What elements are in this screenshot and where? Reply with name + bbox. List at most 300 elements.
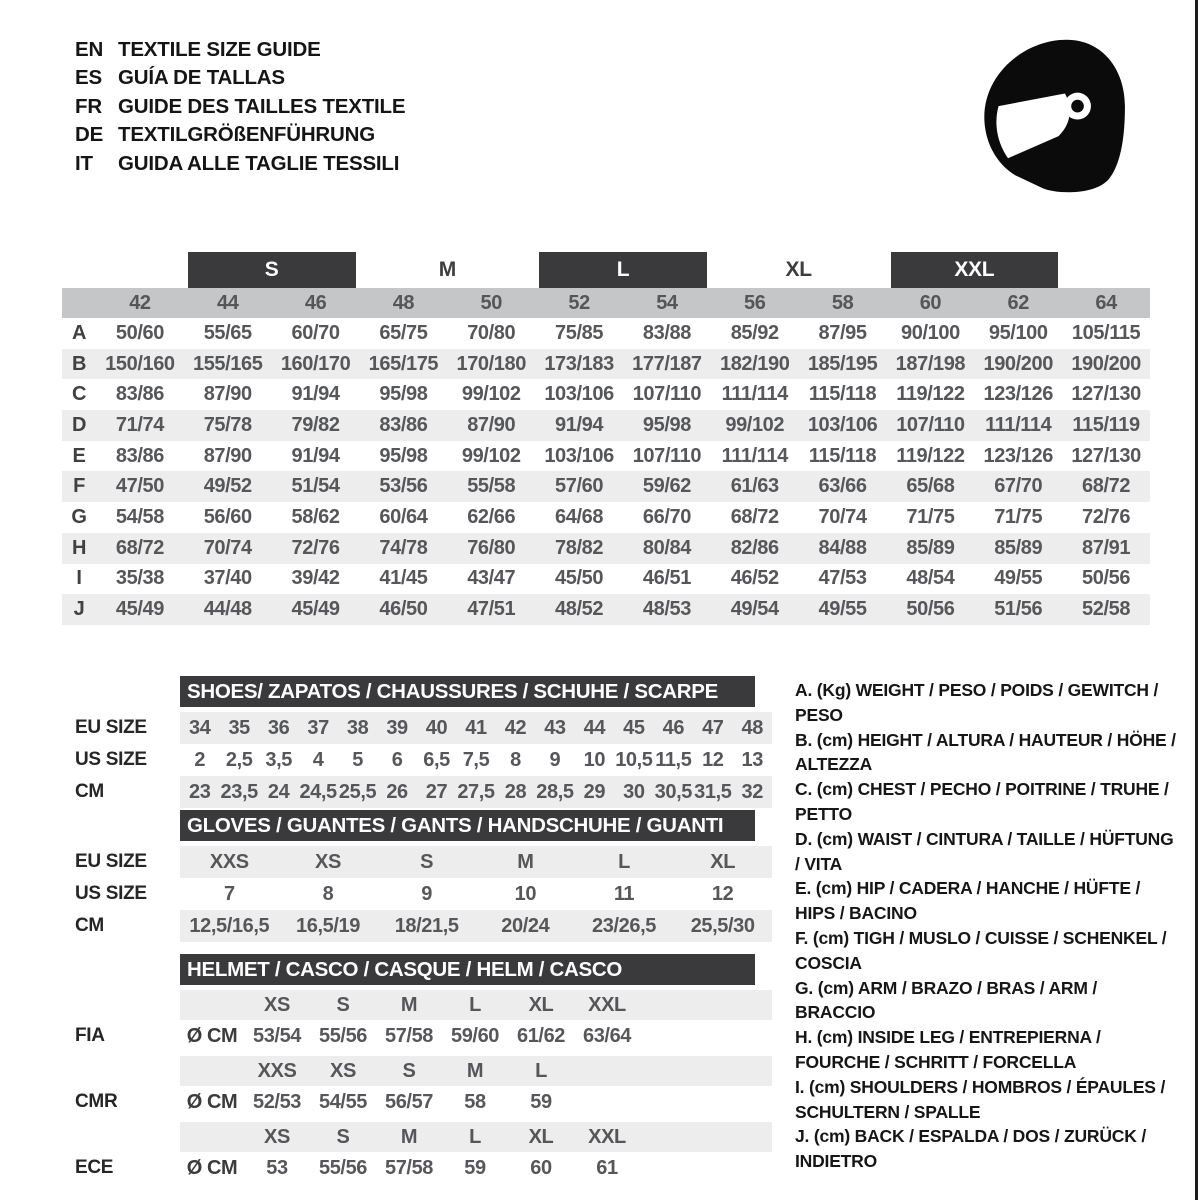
size-value: 46/50 [379, 598, 428, 621]
size-number: 56 [744, 291, 766, 314]
row-values [180, 776, 772, 808]
size-value: 127/130 [1071, 444, 1141, 467]
legend-entry: F. (cm) TIGH / MUSLO / CUISSE / SCHENKEL / COSCIA [795, 927, 1167, 973]
helmet-size-value: 53/54 [252, 1024, 302, 1047]
size-group-m: M [438, 258, 456, 281]
size-value: 18/21,5 [394, 914, 459, 937]
size-value: 79/82 [291, 413, 340, 436]
size-value: 44/48 [203, 598, 252, 621]
row-letter: E [72, 444, 86, 467]
helmet-table-title: HELMET / CASCO / CASQUE / HELM / CASCO [180, 954, 755, 985]
row-letter: B [71, 352, 87, 375]
size-value: 190/200 [983, 352, 1053, 375]
size-value: 35 [228, 716, 250, 739]
size-value: 111/114 [985, 413, 1052, 436]
size-number: 44 [217, 291, 239, 314]
legend-entry: A. (Kg) WEIGHT / PESO / POIDS / GEWITCH / PESO [795, 680, 1159, 725]
size-value: 48/53 [642, 598, 691, 621]
size-value: 11 [613, 882, 635, 905]
size-value: 59/62 [642, 475, 691, 498]
size-value: 107/110 [632, 383, 702, 406]
size-value: 48/52 [555, 598, 604, 621]
row-values [180, 878, 772, 910]
size-value: 83/88 [642, 321, 691, 344]
measurement-row-b [62, 349, 1150, 380]
helmet-size-label: S [336, 993, 350, 1016]
size-value: 55/58 [467, 475, 516, 498]
size-value: 54/58 [115, 505, 164, 528]
size-value: 49/55 [994, 567, 1043, 590]
measurement-row-c [62, 379, 1150, 410]
racing-helmet-icon [978, 32, 1136, 196]
language-row [75, 93, 405, 121]
size-value: 48/54 [906, 567, 955, 590]
size-value: 123/126 [983, 444, 1053, 467]
diameter-unit: Ø CM [186, 1156, 238, 1179]
size-group-s: S [188, 252, 356, 288]
size-number: 52 [568, 291, 590, 314]
size-value: 10 [583, 748, 606, 771]
shoes-row [62, 776, 772, 808]
size-value: 25,5/30 [690, 914, 755, 937]
size-value: 66/70 [642, 505, 691, 528]
size-value: 71/75 [994, 505, 1043, 528]
size-value: 4 [312, 748, 324, 771]
standard-label: FIA [75, 1025, 105, 1046]
helmet-size-label: XL [528, 993, 554, 1016]
row-label: US SIZE [75, 883, 147, 904]
size-value: 119/122 [896, 383, 965, 406]
size-value: 82/86 [730, 536, 779, 559]
size-value: 123/126 [983, 383, 1053, 406]
size-value: 20/24 [501, 914, 550, 937]
size-value: 150/160 [105, 352, 175, 375]
gloves-row [62, 910, 772, 942]
helmet-size-value: 61/62 [516, 1024, 566, 1047]
standard-label: CMR [75, 1091, 118, 1112]
size-value: 103/106 [544, 383, 614, 406]
helmet-size-label: L [469, 993, 481, 1016]
helmet-size-value: 58 [464, 1090, 486, 1113]
size-value: 5 [352, 748, 363, 771]
size-value: 62/66 [467, 505, 516, 528]
size-value: 45/49 [115, 598, 164, 621]
size-value: 45/50 [555, 567, 604, 590]
row-label-spacer [62, 1056, 180, 1086]
size-value: 76/80 [467, 536, 516, 559]
language-code: DE [75, 123, 104, 147]
gloves-table-rows [62, 846, 772, 942]
size-value: XXS [209, 850, 249, 873]
helmet-values [180, 1152, 772, 1184]
row-label: EU SIZE [75, 717, 147, 738]
helmet-size-band-fia [62, 990, 772, 1020]
row-letter: H [71, 536, 87, 559]
size-value: 127/130 [1071, 383, 1141, 406]
size-value: 46/51 [642, 567, 691, 590]
size-number: 54 [656, 291, 678, 314]
size-value: 72/76 [1082, 505, 1131, 528]
size-value: 173/183 [544, 352, 614, 375]
size-number: 46 [304, 291, 327, 314]
helmet-size-label: XXL [588, 1125, 626, 1148]
size-value: 12,5/16,5 [189, 914, 270, 937]
size-value: 103/106 [807, 413, 878, 436]
helmet-size-label: L [469, 1125, 481, 1148]
legend-entry: E. (cm) HIP / CADERA / HANCHE / HÜFTE / HIPS / BACINO [795, 878, 1141, 924]
language-title: TEXTILGRÖßENFÜHRUNG [118, 123, 375, 147]
size-value: 24 [267, 780, 290, 803]
row-letter: G [71, 505, 87, 528]
size-value: 58/62 [291, 505, 340, 528]
size-group-header-row [62, 252, 1150, 288]
size-value: 75/78 [203, 413, 252, 436]
measurement-legend [795, 678, 1177, 1174]
size-number-header-row [62, 288, 1150, 318]
size-value: 24,5 [299, 780, 337, 803]
size-number: 58 [831, 291, 854, 314]
textile-size-table [62, 252, 1150, 625]
size-value: 34 [189, 716, 211, 739]
row-letter: J [73, 598, 85, 621]
size-value: 107/110 [896, 413, 965, 436]
size-value: 72/76 [291, 536, 340, 559]
size-value: 10,5 [615, 748, 653, 771]
size-value: 165/175 [368, 352, 439, 375]
size-number: 42 [129, 291, 151, 314]
legend-entry: J. (cm) BACK / ESPALDA / DOS / ZURÜCK / INDIETRO [795, 1126, 1146, 1172]
page-edge-line [1195, 0, 1198, 1200]
helmet-size-value: 59 [464, 1156, 486, 1179]
size-value: 60/70 [291, 321, 340, 344]
size-value: 28,5 [536, 780, 574, 803]
size-value: 87/90 [203, 383, 252, 406]
size-value: 32 [741, 780, 763, 803]
language-title: GUIDA ALLE TAGLIE TESSILI [118, 151, 400, 175]
letter-column-spacer [62, 288, 96, 318]
size-value: 47/51 [467, 598, 516, 621]
row-letter: F [73, 475, 85, 498]
size-value: 65/68 [906, 475, 955, 498]
helmet-size-value: 60 [530, 1156, 552, 1179]
size-value: 42 [504, 716, 527, 739]
size-value: 50/56 [1082, 567, 1131, 590]
size-value: 87/95 [818, 321, 867, 344]
size-group-xxl: XXL [891, 252, 1059, 288]
size-value: 3,5 [265, 748, 292, 771]
size-value: 7 [223, 882, 235, 905]
language-title: GUÍA DE TALLAS [118, 66, 285, 90]
size-value: 83/86 [115, 444, 164, 467]
row-label-spacer [62, 1122, 180, 1152]
row-label-spacer [62, 990, 180, 1020]
row-values [180, 910, 772, 942]
helmet-size-value: 53 [266, 1156, 288, 1179]
size-value: 41 [465, 716, 487, 739]
size-value: 91/94 [291, 444, 340, 467]
size-value: 83/86 [379, 413, 428, 436]
size-group-l: L [539, 252, 707, 288]
helmet-sizes [180, 1056, 772, 1086]
helmet-size-label: XXS [257, 1059, 297, 1082]
size-value: 9 [421, 882, 433, 905]
size-value: 91/94 [291, 383, 340, 406]
size-value: 26 [386, 780, 408, 803]
size-value: 155/165 [192, 352, 263, 375]
helmet-size-value: 61 [596, 1156, 618, 1179]
row-letter: D [71, 413, 87, 436]
standard-label: ECE [75, 1157, 114, 1178]
size-value: 85/89 [906, 536, 955, 559]
size-value: 41/45 [379, 567, 428, 590]
measurement-row-d [62, 410, 1150, 441]
size-value: 56/60 [203, 505, 252, 528]
size-value: 27,5 [457, 780, 495, 803]
helmet-size-value: 52/53 [252, 1090, 302, 1113]
size-value: 61/63 [730, 475, 779, 498]
size-value: M [517, 850, 534, 873]
size-value: 182/190 [719, 352, 790, 375]
size-value: 60/64 [379, 505, 428, 528]
size-value: 84/88 [818, 536, 867, 559]
diameter-unit: Ø CM [186, 1090, 238, 1113]
helmet-size-label: M [466, 1059, 484, 1082]
helmet-size-value: 57/58 [384, 1024, 434, 1047]
helmet-table-rows [62, 990, 772, 1184]
size-value: 68/72 [730, 505, 779, 528]
language-code: ES [75, 66, 102, 90]
helmet-size-label: M [400, 993, 418, 1016]
measurement-row-f [62, 471, 1150, 502]
size-value: 85/92 [730, 321, 779, 344]
helmet-value-row-ece [62, 1152, 772, 1184]
size-value: 170/180 [456, 352, 526, 375]
measurement-row-i [62, 564, 1150, 595]
measurement-row-h [62, 533, 1150, 564]
legend-entry: D. (cm) WAIST / CINTURA / TAILLE / HÜFTUNG / VITA [795, 828, 1174, 874]
size-value: 95/98 [642, 413, 691, 436]
size-value: 49/52 [203, 475, 252, 498]
size-value: 105/115 [1071, 321, 1141, 344]
language-title: GUIDE DES TAILLES TEXTILE [118, 94, 406, 118]
helmet-size-band-ece [62, 1122, 772, 1152]
size-value: 99/102 [461, 444, 521, 467]
size-value: XL [710, 850, 736, 873]
size-value: 68/72 [1082, 475, 1131, 498]
size-value: 71/74 [115, 413, 164, 436]
size-value: 85/89 [994, 536, 1043, 559]
size-value: 6,5 [423, 748, 450, 771]
size-value: 160/170 [280, 352, 351, 375]
legend-entry: I. (cm) SHOULDERS / HOMBROS / ÉPAULES / SCHULTERN / SPALLE [795, 1076, 1166, 1122]
size-value: 45/49 [291, 598, 340, 621]
size-value: 95/98 [379, 444, 428, 467]
measurement-row-e [62, 441, 1150, 472]
shoes-table-title: SHOES/ ZAPATOS / CHAUSSURES / SCHUHE / SCARPE [180, 676, 755, 707]
measurement-row-a [62, 318, 1150, 349]
size-value: 57/60 [555, 475, 604, 498]
size-value: 16,5/19 [296, 914, 360, 937]
helmet-sizes [180, 990, 772, 1020]
language-row [75, 36, 405, 64]
helmet-values [180, 1020, 772, 1052]
size-value: 70/80 [467, 321, 516, 344]
helmet-size-value: 57/58 [384, 1156, 434, 1179]
size-value: 25,5 [338, 780, 377, 803]
size-value: XS [315, 850, 341, 873]
helmet-value-row-cmr [62, 1086, 772, 1118]
size-value: 44 [583, 716, 606, 739]
measurement-rows [62, 318, 1150, 625]
helmet-size-label: XXL [588, 993, 626, 1016]
size-value: 50/56 [906, 598, 955, 621]
size-number: 64 [1095, 291, 1117, 314]
size-value: 40 [425, 716, 448, 739]
size-value: 70/74 [203, 536, 252, 559]
size-value: 80/84 [642, 536, 691, 559]
helmet-size-label: XS [330, 1059, 356, 1082]
size-number: 48 [392, 291, 415, 314]
language-title: TEXTILE SIZE GUIDE [118, 38, 321, 61]
size-value: 95/98 [379, 383, 428, 406]
size-value: 23/26,5 [592, 914, 656, 937]
shoes-row [62, 744, 772, 776]
size-value: 70/74 [818, 505, 867, 528]
helmet-size-label: XL [528, 1125, 554, 1148]
size-value: 23,5 [220, 780, 258, 803]
size-value: 51/56 [994, 598, 1043, 621]
size-value: 2,5 [225, 748, 253, 771]
size-group-xl: XL [785, 258, 812, 281]
helmet-size-value: 55/56 [318, 1024, 368, 1047]
size-value: 35/38 [115, 567, 164, 590]
language-code: FR [75, 94, 102, 118]
size-value: 46 [662, 716, 685, 739]
legend-entry: C. (cm) CHEST / PECHO / POITRINE / TRUHE / PETTO [795, 779, 1169, 824]
size-value: 95/100 [988, 321, 1048, 344]
size-value: 87/90 [203, 444, 252, 467]
size-value: 99/102 [461, 383, 521, 406]
size-value: 78/82 [555, 536, 604, 559]
size-value: 63/66 [818, 475, 867, 498]
size-value: 39 [386, 716, 408, 739]
size-value: 30 [623, 780, 645, 803]
size-value: 30,5 [654, 780, 692, 803]
size-value: 47 [702, 716, 724, 739]
helmet-size-band-cmr [62, 1056, 772, 1086]
size-value: 13 [741, 748, 763, 771]
size-number: 62 [1007, 291, 1029, 314]
helmet-size-label: XS [264, 1125, 290, 1148]
size-value: 23 [189, 780, 211, 803]
helmet-size-value: 63/64 [582, 1024, 632, 1047]
size-number: 60 [919, 291, 942, 314]
size-value: 12 [711, 882, 734, 905]
size-value: 52/58 [1082, 598, 1131, 621]
helmet-sizes [180, 1122, 772, 1152]
row-values [180, 846, 772, 878]
helmet-value-row-fia [62, 1020, 772, 1052]
size-value: 55/65 [203, 321, 252, 344]
size-value: 87/91 [1082, 536, 1131, 559]
size-value: 49/55 [818, 598, 867, 621]
measurement-row-g [62, 502, 1150, 533]
shoes-table-rows [62, 712, 772, 808]
size-value: 43 [544, 716, 566, 739]
size-value: 2 [194, 748, 206, 771]
size-value: L [618, 850, 630, 873]
gloves-table-title: GLOVES / GUANTES / GANTS / HANDSCHUHE / GUANTI [180, 810, 755, 841]
size-value: 6 [391, 748, 403, 771]
size-value: 11,5 [655, 748, 692, 771]
size-value: 51/54 [291, 475, 340, 498]
helmet-values [180, 1086, 772, 1118]
size-value: 75/85 [555, 321, 604, 344]
size-number: 50 [480, 291, 502, 314]
size-value: 49/54 [730, 598, 779, 621]
size-value: 107/110 [632, 444, 702, 467]
size-value: 43/47 [467, 567, 516, 590]
size-value: 67/70 [994, 475, 1043, 498]
size-value: 91/94 [555, 413, 604, 436]
row-label: EU SIZE [75, 851, 147, 872]
size-value: 65/75 [379, 321, 428, 344]
size-value: 103/106 [544, 444, 614, 467]
size-value: 12 [702, 748, 724, 771]
size-value: 7,5 [462, 748, 490, 771]
size-value: 115/118 [808, 383, 877, 406]
gloves-row [62, 878, 772, 910]
size-value: 64/68 [555, 505, 604, 528]
gloves-row [62, 846, 772, 878]
size-value: 47/53 [818, 567, 867, 590]
row-label: CM [75, 915, 104, 936]
helmet-size-label: L [535, 1059, 547, 1082]
helmet-size-label: S [336, 1125, 350, 1148]
size-value: 187/198 [895, 352, 966, 375]
helmet-size-value: 54/55 [318, 1090, 368, 1113]
size-value: 27 [425, 780, 448, 803]
row-letter: I [76, 567, 82, 590]
size-value: 190/200 [1071, 352, 1141, 375]
size-value: 48 [741, 716, 763, 739]
size-value: 37 [307, 716, 329, 739]
helmet-size-value: 56/57 [384, 1090, 434, 1113]
size-value: 10 [514, 882, 537, 905]
size-value: 46/52 [730, 567, 779, 590]
helmet-size-value: 59 [530, 1090, 552, 1113]
size-value: 50/60 [115, 321, 164, 344]
size-value: 185/195 [807, 352, 878, 375]
row-label: US SIZE [75, 749, 147, 770]
size-value: 29 [583, 780, 606, 803]
legend-entry: B. (cm) HEIGHT / ALTURA / HAUTEUR / HÖHE / ALTEZZA [795, 729, 1176, 775]
size-value: 38 [346, 716, 369, 739]
row-label: CM [75, 781, 104, 802]
size-value: S [420, 850, 434, 873]
helmet-size-label: M [400, 1125, 418, 1148]
size-value: 111/114 [721, 444, 788, 467]
language-title-list [75, 36, 405, 178]
diameter-unit: Ø CM [186, 1024, 238, 1047]
helmet-size-value: 59/60 [450, 1024, 500, 1047]
shoes-size-table [62, 676, 772, 808]
size-value: 8 [510, 748, 521, 771]
size-value: 68/72 [115, 536, 164, 559]
size-value: 83/86 [115, 383, 164, 406]
gloves-size-table [62, 810, 772, 942]
size-value: 71/75 [906, 505, 955, 528]
